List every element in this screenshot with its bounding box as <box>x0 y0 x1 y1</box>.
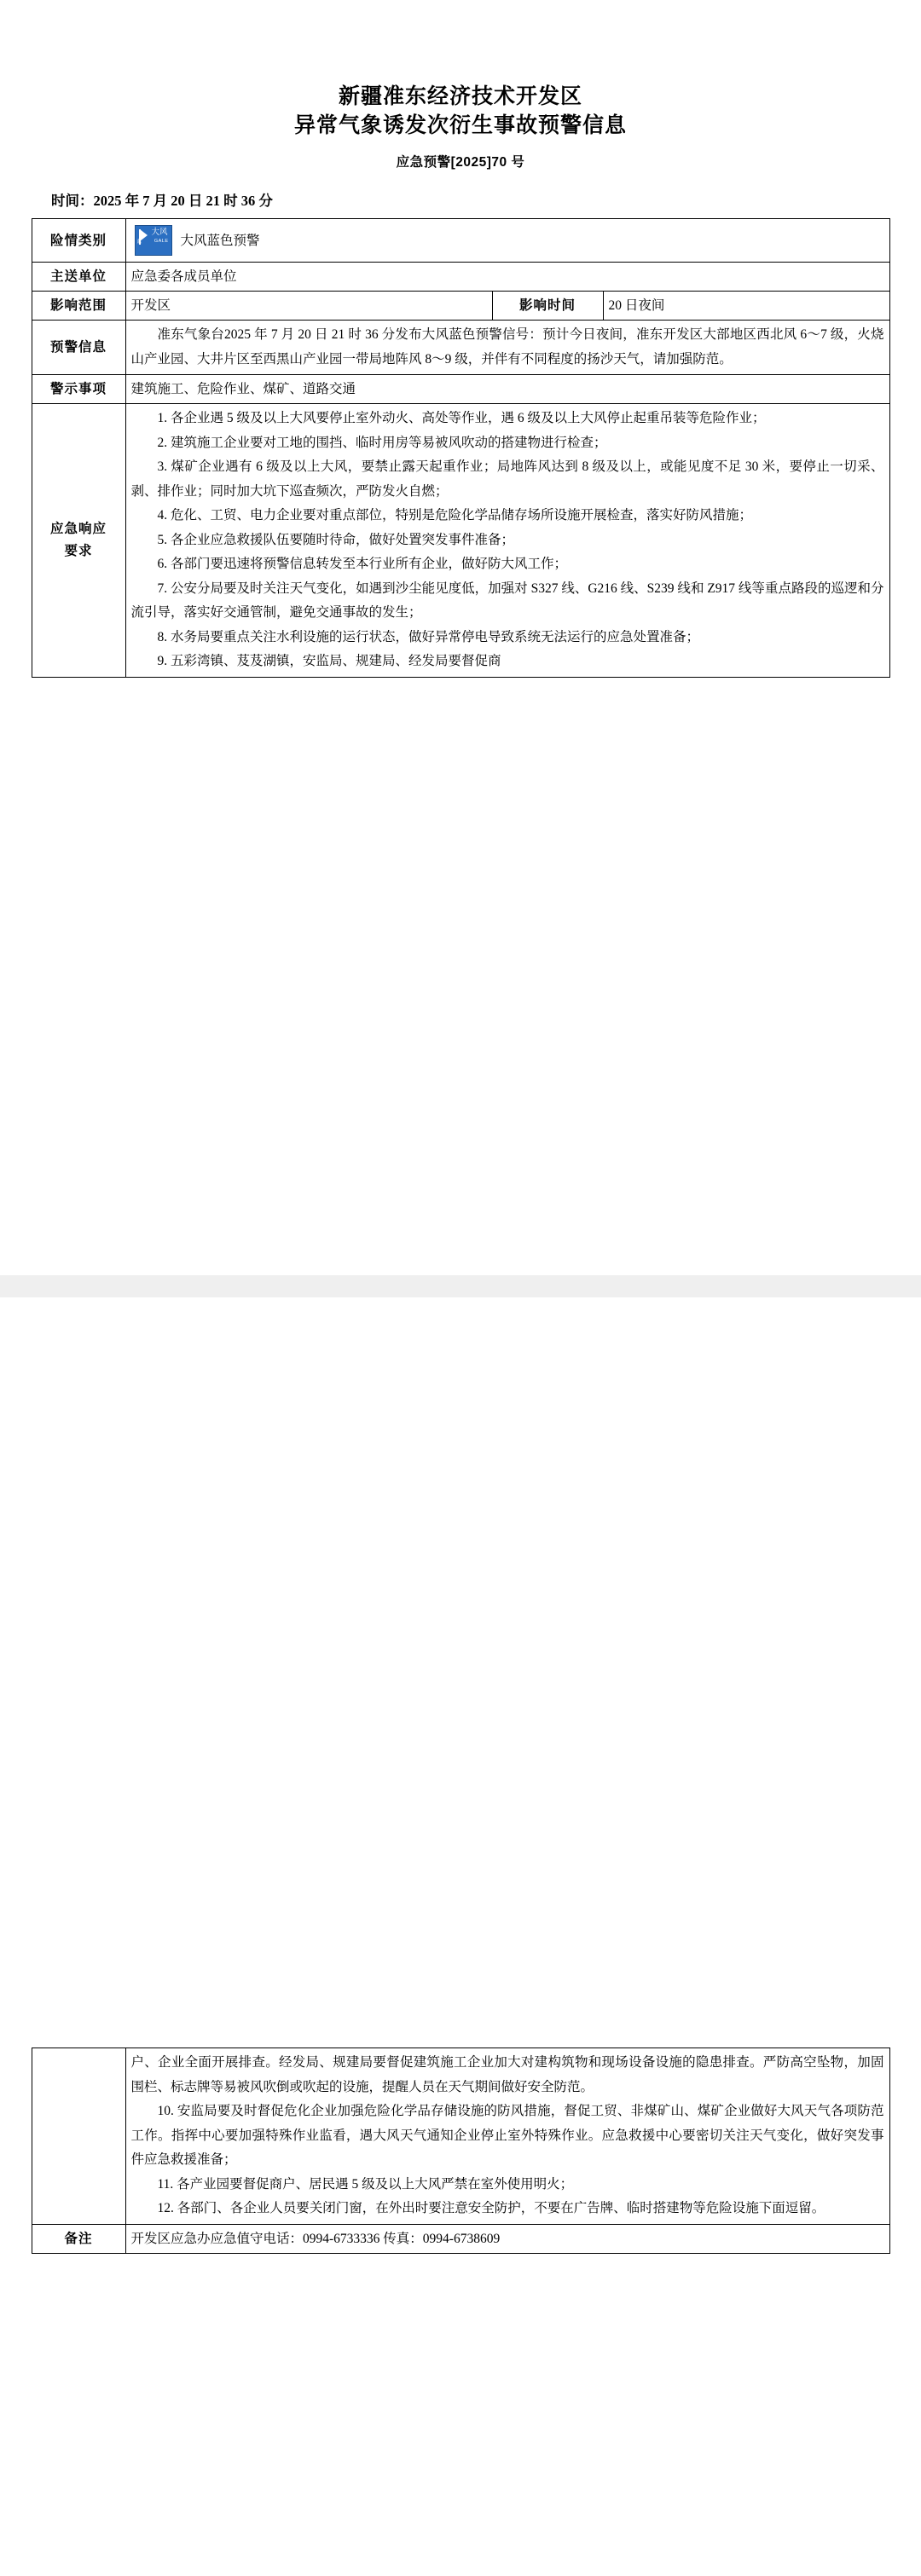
send-to-label: 主送单位 <box>32 263 125 292</box>
remark-value: 开发区应急办应急值守电话：0994-6733336 传真：0994-6738609 <box>125 2224 889 2253</box>
badge-corner-text: 蓝 <box>136 240 142 245</box>
response-item: 5. 各企业应急救援队伍要随时待命，做好处置突发事件准备； <box>157 532 515 547</box>
warning-info-value-cell <box>125 321 889 375</box>
badge-en-text: GALE <box>154 239 169 244</box>
alert-items-value: 建筑施工、危险作业、煤矿、道路交通 <box>125 375 889 404</box>
scope-label: 影响范围 <box>32 292 125 321</box>
gale-blue-warning-icon <box>135 225 172 256</box>
warning-table-page1 <box>32 218 890 678</box>
response-item-partial: 9. 五彩湾镇、芨芨湖镇，安监局、规建局、经发局要督促商 <box>157 654 501 668</box>
table-row-response-requirements <box>32 404 889 678</box>
response-requirements-label <box>32 404 125 678</box>
response-requirements-cell-page1 <box>125 404 889 678</box>
table-row-response-continued <box>32 2048 889 2225</box>
risk-type-label: 险情类别 <box>32 219 125 263</box>
response-item: 2. 建筑施工企业要对工地的围挡、临时用房等易被风吹动的搭建物进行检查； <box>157 435 607 450</box>
response-item: 12. 各部门、各企业人员要关闭门窗，在外出时要注意安全防护，不要在广告牌、临时搭建物等危险设施下面逗留。 <box>157 2201 825 2215</box>
risk-type-value: 大风蓝色预警 <box>180 233 260 248</box>
warning-info-value: 准东气象台2025 年 7 月 20 日 21 时 36 分发布大风蓝色预警信号：预计今日夜间，准东开发区大部地区西北风 6～7 级，火烧山产业园、大井片区至西黑山产业园一带局地阵风 8～9 级，并伴有不同程度的扬沙天气，请加强防范。 <box>130 327 884 367</box>
response-item: 7. 公安分局要及时关注天气变化，如遇到沙尘能见度低，加强对 S327 线、G216 线、S239 线和 Z917 线等重点路段的巡逻和分流引导，落实好交通管制，避免交通事故的发生； <box>130 580 884 620</box>
table-row-scope <box>32 292 889 321</box>
scope-value: 开发区 <box>125 292 492 321</box>
title-line-1: 新疆准东经济技术开发区 <box>338 84 582 108</box>
send-to-value: 应急委各成员单位 <box>125 263 889 292</box>
response-item: 11. 各产业园要督促商户、居民遇 5 级及以上大风严禁在室外使用明火； <box>157 2176 574 2192</box>
impact-time-label: 影响时间 <box>492 292 603 321</box>
table-row-risk-type <box>32 219 889 263</box>
page-title <box>29 0 892 140</box>
warning-table-page2 <box>32 2048 890 2254</box>
response-item: 10. 安监局要及时督促危化企业加强危险化学品存储设施的防风措施，督促工贸、非煤矿山、煤矿企业做好大风天气各项防范工作。指挥中心要加强特殊作业监看，遇大风天气通知企业停止室外特殊作业。应急救援中心要密切关注天气变化，做好突发事件应急救援准备； <box>130 2104 884 2167</box>
page-break <box>0 1275 921 1297</box>
response-item: 8. 水务局要重点关注水利设施的运行状态，做好异常停电导致系统无法运行的应急处置准备； <box>157 629 700 644</box>
response-continued-label <box>32 2048 125 2225</box>
document-time: 时间：2025 年 7 月 20 日 21 时 36 分 <box>51 193 273 209</box>
title-line-2: 异常气象诱发次衍生事故预警信息 <box>293 113 627 137</box>
response-item-continued: 户、企业全面开展排查。经发局、规建局要督促建筑施工企业加大对建构筑物和现场设备设施的隐患排查。严防高空坠物，加固围栏、标志牌等易被风吹倒或吹起的设施，提醒人员在天气期间做好安全防范。 <box>130 2055 884 2094</box>
table-row-remark <box>32 2224 889 2253</box>
page-2 <box>0 1297 921 2576</box>
table-row-send-to <box>32 263 889 292</box>
remark-label: 备注 <box>32 2224 125 2253</box>
response-item: 1. 各企业遇 5 级及以上大风要停止室外动火、高处等作业，遇 6 级及以上大风停止起重吊装等危险作业； <box>157 411 766 425</box>
impact-time-value: 20 日夜间 <box>603 292 889 321</box>
response-item: 3. 煤矿企业遇有 6 级及以上大风，要禁止露天起重作业；局地阵风达到 8 级及以上，或能见度不足 30 米，要停止一切采、剥、排作业；同时加大坑下巡查频次，严防发火自燃； <box>130 459 884 499</box>
warning-info-label: 预警信息 <box>32 321 125 375</box>
response-item: 6. 各部门要迅速将预警信息转发至本行业所有企业，做好防大风工作； <box>157 557 568 571</box>
risk-type-value-cell <box>125 219 889 263</box>
response-requirements-cell-page2 <box>125 2048 889 2225</box>
response-item: 4. 危化、工贸、电力企业要对重点部位，特别是危险化学品储存场所设施开展检查，落实好防风措施； <box>157 508 753 523</box>
alert-items-label: 警示事项 <box>32 375 125 404</box>
table-row-alert-items <box>32 375 889 404</box>
response-label-line-1: 应急响应 <box>49 521 107 536</box>
page-1 <box>0 0 921 1275</box>
page-2-top-margin <box>29 1297 892 2048</box>
badge-cn-text: 大风 <box>151 228 168 237</box>
document-number: 应急预警[2025]70 号 <box>396 155 525 170</box>
table-row-warning-info <box>32 321 889 375</box>
response-label-line-2: 要求 <box>64 543 93 558</box>
